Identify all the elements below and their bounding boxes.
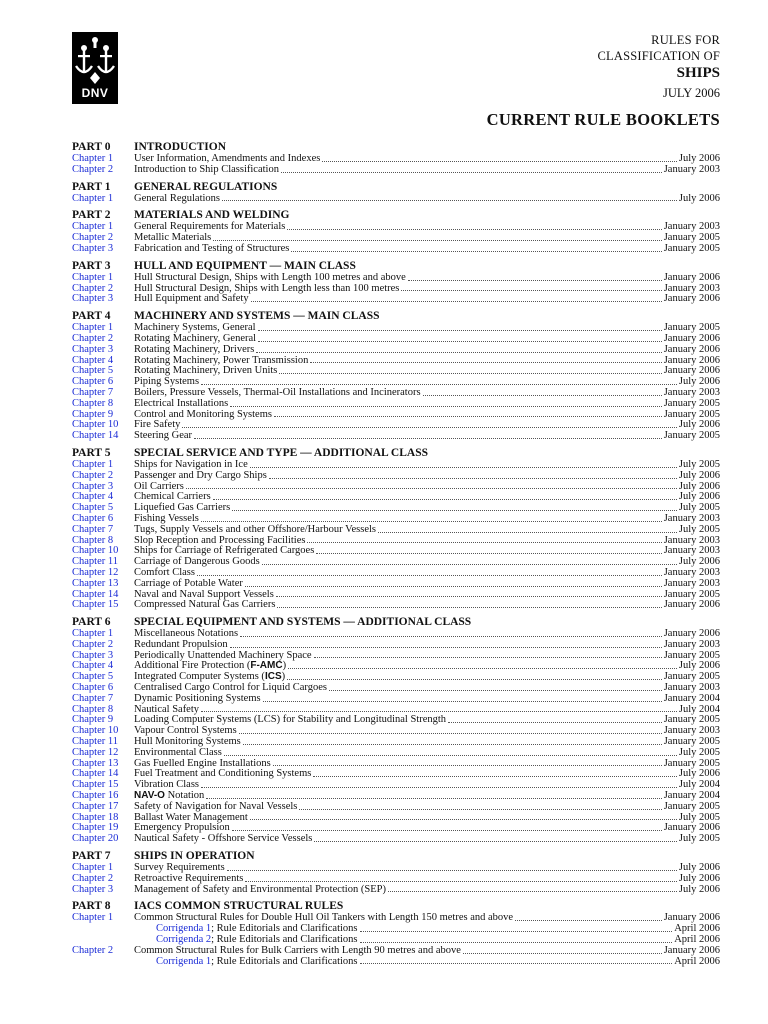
chapter-link[interactable]: Chapter 12 <box>72 746 119 758</box>
chapter-title: Survey Requirements <box>134 862 225 874</box>
part-title: INTRODUCTION <box>134 141 227 153</box>
edition-date: July 2006 <box>678 376 720 388</box>
dot-leader <box>251 291 662 302</box>
chapter-title: Hull Monitoring Systems <box>134 736 241 748</box>
part-number: PART 6 <box>72 616 111 629</box>
header-line-2: CLASSIFICATION OF <box>597 49 720 63</box>
chapter-title: Fuel Treatment and Conditioning Systems <box>134 768 312 780</box>
dot-leader <box>182 417 676 428</box>
edition-date: April 2006 <box>674 934 720 946</box>
chapter-link[interactable]: Chapter 2 <box>72 469 114 481</box>
header-line-3: SHIPS <box>676 65 720 81</box>
dot-leader <box>256 342 661 353</box>
edition-date: January 2005 <box>663 671 720 683</box>
chapter-link[interactable]: Chapter 20 <box>72 833 119 845</box>
edition-date: January 2003 <box>663 725 720 737</box>
chapter-title: Common Structural Rules for Double Hull Oil Tankers with Length 150 metres and above <box>134 912 514 924</box>
edition-date: July 2005 <box>678 833 720 845</box>
dot-leader <box>276 587 662 598</box>
dot-leader <box>201 777 677 788</box>
chapter-title: Compressed Natural Gas Carriers <box>134 599 276 611</box>
chapter-link[interactable]: Chapter 18 <box>72 811 119 823</box>
logo-text: DNV <box>81 86 109 100</box>
chapter-link[interactable]: Chapter 1 <box>72 862 114 874</box>
part-number: PART 4 <box>72 310 111 323</box>
part-number: PART 0 <box>72 141 111 153</box>
chapter-title: Vapour Control Systems <box>134 725 237 737</box>
dot-leader <box>206 788 661 799</box>
part-title: GENERAL REGULATIONS <box>134 180 278 193</box>
chapter-title: Hull Equipment and Safety <box>134 293 249 305</box>
dot-leader <box>291 241 661 252</box>
chapter-link[interactable]: Chapter 2 <box>72 232 114 244</box>
chapter-link <box>72 957 134 968</box>
chapter-title: Oil Carriers <box>134 480 184 492</box>
chapter-title <box>156 957 358 968</box>
chapter-link[interactable]: Chapter 7 <box>72 523 114 535</box>
title-suffix: ) <box>281 671 286 683</box>
edition-date: January 2006 <box>663 599 720 611</box>
class-notation: F-AMC <box>250 660 283 672</box>
chapter-title: Centralised Cargo Control for Liquid Cargoes <box>134 682 327 694</box>
chapter-link[interactable]: Chapter 14 <box>72 430 119 442</box>
edition-date: January 2003 <box>663 512 720 524</box>
corrigenda-link[interactable]: Corrigenda 2 <box>156 934 212 946</box>
part-title: IACS COMMON STRUCTURAL RULES <box>134 900 344 913</box>
chapter-link[interactable]: Chapter 3 <box>72 480 114 492</box>
chapter-title: Management of Safety and Environmental Protection (SEP) <box>134 883 386 895</box>
dot-leader <box>232 820 662 831</box>
edition-date: January 2003 <box>663 221 720 233</box>
dot-leader <box>273 756 662 767</box>
chapter-title: Carriage of Potable Water <box>134 577 243 589</box>
edition-date: January 2005 <box>663 322 720 334</box>
dot-leader <box>269 468 677 479</box>
chapter-title: Rotating Machinery, Drivers <box>134 343 255 355</box>
chapter-link[interactable]: Chapter 4 <box>72 660 114 672</box>
corrigenda-description: ; Rule Editorials and Clarifications <box>211 923 358 935</box>
toc-row <box>72 600 720 611</box>
edition-date: January 2006 <box>663 343 720 355</box>
chapter-title: Fire Safety <box>134 419 181 431</box>
part-number: PART 1 <box>72 180 111 193</box>
chapter-title: Hull Structural Design, Ships with Length less than 100 metres <box>134 282 400 294</box>
chapter-title: Fishing Vessels <box>134 512 199 524</box>
part-title: SPECIAL SERVICE AND TYPE — ADDITIONAL CLASS <box>134 446 428 459</box>
chapter-title: Tugs, Supply Vessels and other Offshore/Harbour Vessels <box>134 523 376 535</box>
dot-leader <box>388 882 677 893</box>
chapter-link[interactable]: Chapter 10 <box>72 419 119 431</box>
edition-date: July 2006 <box>678 469 720 481</box>
chapter-link[interactable]: Chapter 2 <box>72 282 114 294</box>
dot-leader <box>194 428 662 439</box>
chapter-link[interactable]: Chapter 6 <box>72 512 114 524</box>
edition-date: January 2005 <box>663 408 720 420</box>
edition-date: January 2006 <box>663 628 720 640</box>
chapter-title: Slop Reception and Processing Facilities <box>134 534 306 546</box>
dot-leader <box>287 219 661 230</box>
table-of-contents <box>72 141 720 967</box>
chapter-title: Gas Fuelled Engine Installations <box>134 757 271 769</box>
chapter-title: Ships for Carriage of Refrigerated Cargoes <box>134 545 315 557</box>
dot-leader <box>240 626 662 637</box>
chapter-link[interactable]: Chapter 10 <box>72 545 119 557</box>
dot-leader <box>201 702 677 713</box>
dot-leader <box>316 543 661 554</box>
chapter-link[interactable]: Chapter 2 <box>72 872 114 884</box>
chapter-link[interactable]: Chapter 2 <box>72 944 114 956</box>
edition-date: January 2005 <box>663 757 720 769</box>
edition-date: July 2006 <box>678 480 720 492</box>
chapter-title: Machinery Systems, General <box>134 322 256 334</box>
toc-row <box>72 294 720 305</box>
dot-leader <box>310 353 661 364</box>
dot-leader <box>224 745 677 756</box>
dot-leader <box>250 457 677 468</box>
part-number: PART 3 <box>72 259 111 272</box>
chapter-link[interactable]: Chapter 2 <box>72 163 114 175</box>
title-prefix: Additional Fire Protection ( <box>134 660 251 672</box>
edition-date: January 2006 <box>663 944 720 956</box>
chapter-title: Hull Structural Design, Ships with Length 100 metres and above <box>134 271 406 283</box>
chapter-link[interactable]: Chapter 1 <box>72 153 114 164</box>
chapter-link[interactable]: Chapter 10 <box>72 725 119 737</box>
edition-date: January 2006 <box>663 271 720 283</box>
dot-leader <box>408 270 662 281</box>
chapter-title: General Requirements for Materials <box>134 221 286 233</box>
chapter-link[interactable]: Chapter 13 <box>72 577 119 589</box>
toc-row <box>72 834 720 845</box>
part-title: SHIPS IN OPERATION <box>134 850 255 863</box>
corrigenda-link[interactable]: Corrigenda 1 <box>156 955 212 967</box>
edition-date: January 2003 <box>663 638 720 650</box>
dot-leader <box>222 191 677 202</box>
dot-leader <box>299 799 661 810</box>
chapter-link[interactable]: Chapter 15 <box>72 779 119 791</box>
chapter-link <box>72 924 134 935</box>
dot-leader <box>378 522 677 533</box>
dot-leader <box>250 810 677 821</box>
toc-row <box>72 165 720 176</box>
dot-leader <box>201 511 662 522</box>
chapter-title: Passenger and Dry Cargo Ships <box>134 469 267 481</box>
edition-date: January 2005 <box>663 736 720 748</box>
chapter-link[interactable]: Chapter 9 <box>72 408 114 420</box>
chapter-link[interactable]: Chapter 2 <box>72 332 114 344</box>
chapter-link[interactable]: Chapter 8 <box>72 703 114 715</box>
edition-date: January 2006 <box>663 293 720 305</box>
edition-date: January 2005 <box>663 242 720 254</box>
document-header <box>597 32 720 102</box>
dot-leader <box>314 831 677 842</box>
dot-leader <box>288 658 677 669</box>
chapter-title: Ballast Water Management <box>134 811 248 823</box>
chapter-title: Rotating Machinery, Power Transmission <box>134 354 309 366</box>
dot-leader <box>423 385 662 396</box>
chapter-link[interactable]: Chapter 2 <box>72 638 114 650</box>
chapter-link[interactable]: Chapter 6 <box>72 682 114 694</box>
chapter-title: Loading Computer Systems (LCS) for Stability and Longitudinal Strength <box>134 714 447 726</box>
edition-date: April 2006 <box>674 955 720 967</box>
chapter-link[interactable]: Chapter 11 <box>72 736 118 748</box>
dot-leader <box>281 162 662 173</box>
dot-leader <box>245 576 662 587</box>
chapter-link[interactable]: Chapter 7 <box>72 386 114 398</box>
dot-leader <box>313 766 677 777</box>
dot-leader <box>239 723 662 734</box>
chapter-link[interactable]: Chapter 5 <box>72 502 114 514</box>
dot-leader <box>360 932 673 943</box>
dot-leader <box>262 554 677 565</box>
chapter-title: Comfort Class <box>134 566 195 578</box>
edition-date: July 2005 <box>678 811 720 823</box>
chapter-link[interactable]: Chapter 4 <box>72 491 114 503</box>
edition-date: July 2006 <box>678 491 720 503</box>
chapter-link[interactable]: Chapter 3 <box>72 883 114 895</box>
anchor-crown-icon <box>72 32 118 88</box>
chapter-title: Nautical Safety - Offshore Service Vessels <box>134 833 313 845</box>
dot-leader <box>201 374 677 385</box>
dot-leader <box>360 954 673 965</box>
edition-date: July 2005 <box>678 746 720 758</box>
part-title: MACHINERY AND SYSTEMS — MAIN CLASS <box>134 310 380 323</box>
edition-date: July 2006 <box>678 556 720 568</box>
header-date: JULY 2006 <box>663 86 720 100</box>
chapter-title: Carriage of Dangerous Goods <box>134 556 260 568</box>
chapter-title: Ships for Navigation in Ice <box>134 458 248 470</box>
chapter-title: Emergency Propulsion <box>134 822 230 834</box>
chapter-title: Retroactive Requirements <box>134 872 244 884</box>
chapter-title: Common Structural Rules for Bulk Carriers with Length 90 metres and above <box>134 944 461 956</box>
dot-leader <box>263 691 662 702</box>
part-number: PART 5 <box>72 446 111 459</box>
chapter-title: Vibration Class <box>134 779 199 791</box>
dot-leader <box>186 479 677 490</box>
part-title: SPECIAL EQUIPMENT AND SYSTEMS — ADDITIONAL CLASS <box>134 616 472 629</box>
dot-leader <box>258 331 662 342</box>
part-number: PART 7 <box>72 850 111 863</box>
dot-leader <box>243 734 662 745</box>
edition-date: January 2006 <box>663 822 720 834</box>
toc-row <box>72 957 720 968</box>
edition-date: January 2004 <box>663 790 720 802</box>
chapter-link[interactable]: Chapter 16 <box>72 790 119 802</box>
chapter-title: Piping Systems <box>134 376 200 388</box>
dot-leader <box>245 871 677 882</box>
title-suffix: ) <box>282 660 287 672</box>
edition-date: January 2003 <box>663 577 720 589</box>
dot-leader <box>287 669 662 680</box>
chapter-link[interactable]: Chapter 15 <box>72 599 119 611</box>
dot-leader <box>314 648 662 659</box>
edition-date: January 2003 <box>663 386 720 398</box>
edition-date: July 2005 <box>678 523 720 535</box>
chapter-link[interactable]: Chapter 7 <box>72 692 114 704</box>
edition-date: January 2005 <box>663 800 720 812</box>
dot-leader <box>307 533 661 544</box>
chapter-link[interactable]: Chapter 14 <box>72 768 119 780</box>
dot-leader <box>213 230 661 241</box>
chapter-link[interactable]: Chapter 1 <box>72 192 114 204</box>
edition-date: January 2003 <box>663 545 720 557</box>
chapter-link[interactable]: Chapter 12 <box>72 566 119 578</box>
edition-date: April 2006 <box>674 923 720 935</box>
chapter-link[interactable]: Chapter 1 <box>72 458 114 470</box>
dot-leader <box>322 151 677 162</box>
chapter-link[interactable]: Chapter 1 <box>72 912 114 924</box>
edition-date: July 2006 <box>678 660 720 672</box>
dot-leader <box>197 565 662 576</box>
dot-leader <box>515 910 662 921</box>
chapter-title: Dynamic Positioning Systems <box>134 692 261 704</box>
part-number: PART 2 <box>72 209 111 222</box>
dot-leader <box>448 712 662 723</box>
edition-date: July 2006 <box>678 192 720 204</box>
edition-date: January 2005 <box>663 714 720 726</box>
chapter-link[interactable]: Chapter 8 <box>72 534 114 546</box>
chapter-link[interactable]: Chapter 1 <box>72 271 114 283</box>
chapter-title: Miscellaneous Notations <box>134 628 239 640</box>
edition-date: July 2006 <box>678 883 720 895</box>
chapter-title: Safety of Navigation for Naval Vessels <box>134 800 298 812</box>
edition-date: July 2006 <box>678 153 720 164</box>
edition-date: January 2006 <box>663 354 720 366</box>
dot-leader <box>274 407 662 418</box>
edition-date: January 2005 <box>663 588 720 600</box>
chapter-link[interactable]: Chapter 5 <box>72 365 114 377</box>
chapter-link[interactable]: Chapter 11 <box>72 556 118 568</box>
corrigenda-description: ; Rule Editorials and Clarifications <box>211 934 358 946</box>
dot-leader <box>277 597 661 608</box>
edition-date: January 2006 <box>663 332 720 344</box>
edition-date: July 2006 <box>678 768 720 780</box>
chapter-title: Rotating Machinery, General <box>134 332 257 344</box>
chapter-link[interactable]: Chapter 8 <box>72 397 114 409</box>
part-title: MATERIALS AND WELDING <box>134 209 290 222</box>
chapter-title: User Information, Amendments and Indexes <box>134 153 321 164</box>
dot-leader <box>230 637 662 648</box>
chapter-title: Introduction to Ship Classification <box>134 163 279 175</box>
dot-leader <box>213 489 677 500</box>
chapter-title: Control and Monitoring Systems <box>134 408 272 420</box>
toc-row <box>72 244 720 255</box>
chapter-link[interactable]: Chapter 5 <box>72 671 114 683</box>
chapter-link[interactable]: Chapter 4 <box>72 354 114 366</box>
chapter-title: Electrical Installations <box>134 397 229 409</box>
header-line-1: RULES FOR <box>651 33 720 47</box>
corrigenda-description: ; Rule Editorials and Clarifications <box>211 955 358 967</box>
dnv-logo <box>72 32 118 104</box>
title-suffix: Notation <box>164 790 205 802</box>
chapter-link[interactable]: Chapter 19 <box>72 822 119 834</box>
toc-row <box>72 885 720 896</box>
edition-date: January 2003 <box>663 282 720 294</box>
dot-leader <box>463 943 662 954</box>
dot-leader <box>258 320 662 331</box>
chapter-link[interactable]: Chapter 3 <box>72 649 114 661</box>
chapter-link[interactable]: Chapter 1 <box>72 628 114 640</box>
chapter-link[interactable]: Chapter 13 <box>72 757 119 769</box>
edition-date: January 2003 <box>663 534 720 546</box>
edition-date: July 2004 <box>678 703 720 715</box>
dot-leader <box>227 860 677 871</box>
edition-date: January 2005 <box>663 232 720 244</box>
chapter-link[interactable]: Chapter 1 <box>72 322 114 334</box>
corrigenda-link[interactable]: Corrigenda 1 <box>156 923 212 935</box>
edition-date: July 2005 <box>678 458 720 470</box>
chapter-title: Fabrication and Testing of Structures <box>134 242 290 254</box>
dot-leader <box>279 363 661 374</box>
chapter-title: General Regulations <box>134 192 221 204</box>
edition-date: January 2005 <box>663 430 720 442</box>
chapter-title: Chemical Carriers <box>134 491 211 503</box>
edition-date: January 2003 <box>663 682 720 694</box>
chapter-title: Periodically Unattended Machinery Space <box>134 649 312 661</box>
chapter-title: Nautical Safety <box>134 703 200 715</box>
edition-date: July 2006 <box>678 862 720 874</box>
edition-date: July 2006 <box>678 419 720 431</box>
page-title: CURRENT RULE BOOKLETS <box>486 110 720 129</box>
chapter-link[interactable]: Chapter 3 <box>72 343 114 355</box>
chapter-link[interactable]: Chapter 9 <box>72 714 114 726</box>
class-notation: ICS <box>264 671 282 683</box>
edition-date: January 2005 <box>663 649 720 661</box>
chapter-title: Metallic Materials <box>134 232 212 244</box>
dot-leader <box>401 281 661 292</box>
chapter-link[interactable]: Chapter 1 <box>72 221 114 233</box>
part-title: HULL AND EQUIPMENT — MAIN CLASS <box>134 259 356 272</box>
toc-row <box>72 194 720 205</box>
chapter-link[interactable]: Chapter 3 <box>72 242 114 254</box>
part-number: PART 8 <box>72 900 111 913</box>
edition-date: January 2003 <box>663 566 720 578</box>
chapter-title: Boilers, Pressure Vessels, Thermal-Oil Installations and Incinerators <box>134 386 421 398</box>
dot-leader <box>360 921 673 932</box>
chapter-title: Naval and Naval Support Vessels <box>134 588 274 600</box>
dot-leader <box>329 680 662 691</box>
chapter-title: Steering Gear <box>134 430 193 442</box>
chapter-link[interactable]: Chapter 17 <box>72 800 119 812</box>
chapter-link[interactable]: Chapter 3 <box>72 293 114 305</box>
chapter-title: Liquefied Gas Carriers <box>134 502 231 514</box>
title-prefix: Integrated Computer Systems ( <box>134 671 265 683</box>
class-notation: NAV-O <box>134 790 165 802</box>
edition-date: January 2003 <box>663 163 720 175</box>
edition-date: July 2005 <box>678 502 720 514</box>
chapter-title: Redundant Propulsion <box>134 638 228 650</box>
chapter-link[interactable]: Chapter 6 <box>72 376 114 388</box>
edition-date: January 2006 <box>663 912 720 924</box>
chapter-link[interactable]: Chapter 14 <box>72 588 119 600</box>
dot-leader <box>232 500 677 511</box>
edition-date: July 2006 <box>678 872 720 884</box>
chapter-title: Rotating Machinery, Driven Units <box>134 365 278 377</box>
edition-date: January 2004 <box>663 692 720 704</box>
dot-leader <box>230 396 662 407</box>
edition-date: July 2004 <box>678 779 720 791</box>
toc-row <box>72 431 720 442</box>
edition-date: January 2005 <box>663 397 720 409</box>
edition-date: January 2006 <box>663 365 720 377</box>
chapter-title: Environmental Class <box>134 746 222 758</box>
